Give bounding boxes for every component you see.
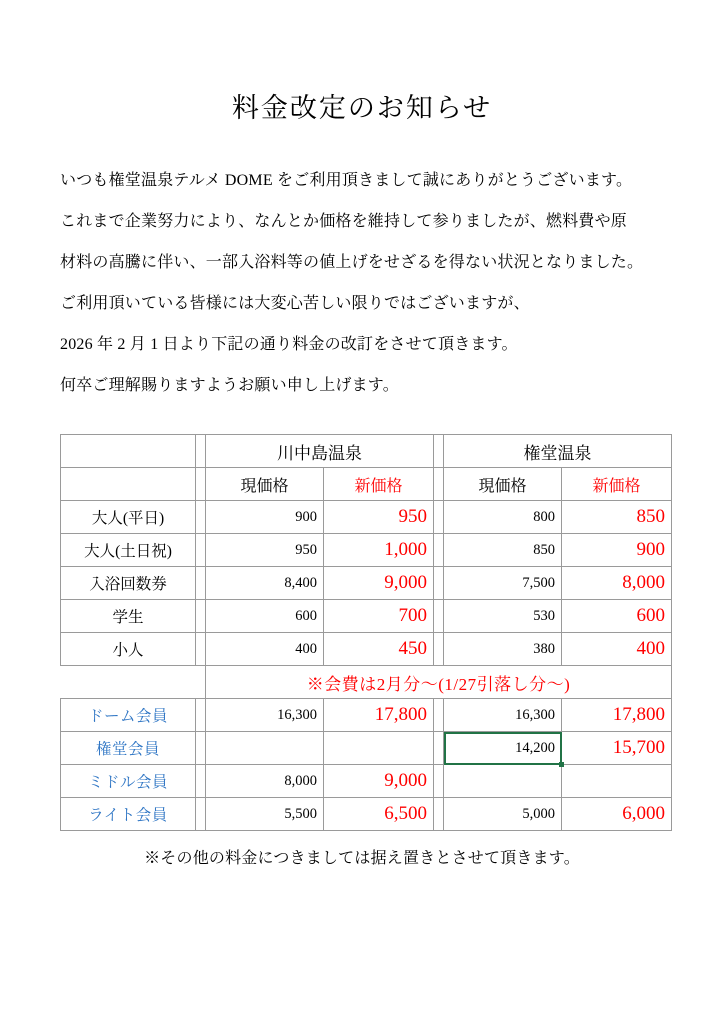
notice-body — [60, 160, 670, 406]
cell-gondo-current: 850 — [444, 534, 562, 567]
cell-kawanakajima-new — [324, 732, 434, 765]
corner-cell — [61, 435, 196, 468]
table-row — [61, 732, 672, 765]
cell-kawanakajima-current: 900 — [206, 501, 324, 534]
cell-kawanakajima-new: 9,000 — [324, 567, 434, 600]
body-line: これまで企業努力により、なんとか価格を維持して参りましたが、燃料費や原 — [60, 213, 628, 230]
banner-text: ※会費は2月分〜(1/27引落し分〜) — [206, 666, 672, 699]
table-row — [61, 501, 672, 534]
group-header-gondo: 権堂温泉 — [444, 435, 672, 468]
table-row — [61, 600, 672, 633]
subheader-gondo-current: 現価格 — [444, 468, 562, 501]
cell-kawanakajima-current: 950 — [206, 534, 324, 567]
cell-kawanakajima-current: 8,400 — [206, 567, 324, 600]
cell-gondo-current: 530 — [444, 600, 562, 633]
spacer-cell — [196, 732, 206, 765]
row-label: 大人(平日) — [61, 501, 196, 534]
cell-gondo-new: 15,700 — [562, 732, 672, 765]
spacer-cell — [434, 732, 444, 765]
selection-fill-handle[interactable] — [559, 762, 564, 767]
spacer-cell — [434, 435, 444, 468]
cell-gondo-new: 600 — [562, 600, 672, 633]
corner-cell — [61, 468, 196, 501]
row-label: ミドル会員 — [61, 765, 196, 798]
spacer-cell — [196, 633, 206, 666]
body-line: 材料の高騰に伴い、一部入浴料等の値上げをせざるを得ない状況となりました。 — [60, 254, 644, 271]
cell-gondo-current: 5,000 — [444, 798, 562, 831]
cell-gondo-new: 400 — [562, 633, 672, 666]
cell-kawanakajima-new: 700 — [324, 600, 434, 633]
cell-gondo-current: 380 — [444, 633, 562, 666]
banner-blank-cell — [196, 666, 206, 699]
cell-kawanakajima-new: 950 — [324, 501, 434, 534]
table-row — [61, 699, 672, 732]
spacer-cell — [434, 765, 444, 798]
cell-gondo-current: 800 — [444, 501, 562, 534]
body-line: ご利用頂いている皆様には大変心苦しい限りではございますが、 — [60, 295, 530, 312]
cell-gondo-current: 16,300 — [444, 699, 562, 732]
body-line: 2026 年 2 月 1 日より下記の通り料金の改訂をさせて頂きます。 — [60, 336, 518, 353]
cell-kawanakajima-new: 17,800 — [324, 699, 434, 732]
banner-blank-cell — [61, 666, 196, 699]
price-table-container — [60, 434, 668, 831]
cell-gondo-new — [562, 765, 672, 798]
table-row — [61, 633, 672, 666]
cell-gondo-current — [444, 765, 562, 798]
spacer-cell — [434, 468, 444, 501]
table-group-header-row — [61, 435, 672, 468]
spacer-cell — [434, 501, 444, 534]
cell-gondo-new: 8,000 — [562, 567, 672, 600]
table-row — [61, 567, 672, 600]
cell-kawanakajima-new: 6,500 — [324, 798, 434, 831]
row-label: ドーム会員 — [61, 699, 196, 732]
row-label: 入浴回数券 — [61, 567, 196, 600]
cell-kawanakajima-new: 450 — [324, 633, 434, 666]
membership-fee-banner-row — [61, 666, 672, 699]
cell-gondo-new: 900 — [562, 534, 672, 567]
table-row — [61, 765, 672, 798]
cell-gondo-new: 17,800 — [562, 699, 672, 732]
table-sub-header-row — [61, 468, 672, 501]
cell-kawanakajima-current: 16,300 — [206, 699, 324, 732]
table-row — [61, 798, 672, 831]
group-header-kawanakajima: 川中島温泉 — [206, 435, 434, 468]
cell-gondo-new: 850 — [562, 501, 672, 534]
row-label: 学生 — [61, 600, 196, 633]
spacer-cell — [196, 435, 206, 468]
spacer-cell — [434, 633, 444, 666]
body-line: 何卒ご理解賜りますようお願い申し上げます。 — [60, 377, 399, 394]
cell-kawanakajima-new: 9,000 — [324, 765, 434, 798]
body-line: いつも権堂温泉テルメ DOME をご利用頂きまして誠にありがとうございます。 — [60, 172, 633, 189]
spacer-cell — [196, 600, 206, 633]
spacer-cell — [196, 765, 206, 798]
cell-kawanakajima-current: 8,000 — [206, 765, 324, 798]
row-label: 権堂会員 — [61, 732, 196, 765]
spacer-cell — [434, 600, 444, 633]
cell-kawanakajima-current: 400 — [206, 633, 324, 666]
spacer-cell — [196, 534, 206, 567]
table-row — [61, 534, 672, 567]
spacer-cell — [196, 699, 206, 732]
cell-gondo-current: 7,500 — [444, 567, 562, 600]
cell-kawanakajima-new: 1,000 — [324, 534, 434, 567]
spacer-cell — [434, 798, 444, 831]
spacer-cell — [434, 699, 444, 732]
footer-note: ※その他の料金につきましては据え置きとさせて頂きます。 — [144, 850, 580, 867]
cell-kawanakajima-current — [206, 732, 324, 765]
spacer-cell — [196, 567, 206, 600]
cell-kawanakajima-current: 5,500 — [206, 798, 324, 831]
spacer-cell — [434, 567, 444, 600]
cell-gondo-new: 6,000 — [562, 798, 672, 831]
subheader-gondo-new: 新価格 — [562, 468, 672, 501]
row-label: ライト会員 — [61, 798, 196, 831]
spacer-cell — [196, 798, 206, 831]
spacer-cell — [196, 468, 206, 501]
price-table — [60, 434, 672, 831]
spacer-cell — [196, 501, 206, 534]
cell-kawanakajima-current: 600 — [206, 600, 324, 633]
row-label: 大人(土日祝) — [61, 534, 196, 567]
subheader-kawanakajima-current: 現価格 — [206, 468, 324, 501]
page-title: 料金改定のお知らせ — [231, 93, 493, 123]
cell-gondo-current-selected[interactable]: 14,200 — [444, 732, 562, 765]
spacer-cell — [434, 534, 444, 567]
row-label: 小人 — [61, 633, 196, 666]
subheader-kawanakajima-new: 新価格 — [324, 468, 434, 501]
